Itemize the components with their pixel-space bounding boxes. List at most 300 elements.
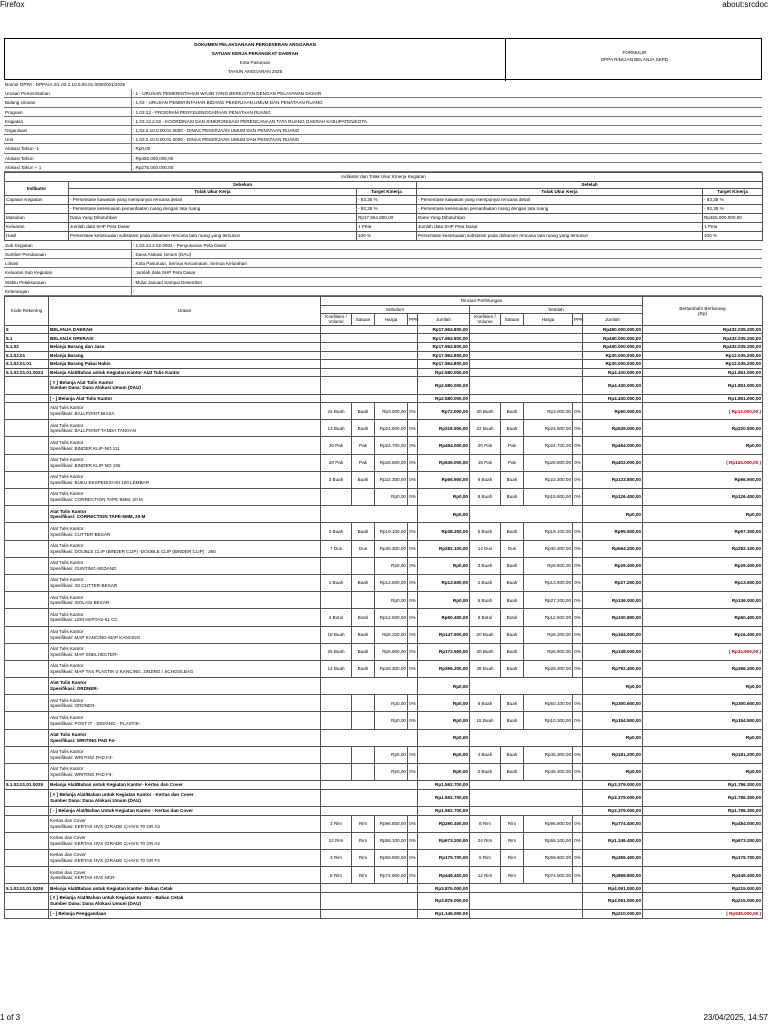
page-info: 1 of 3 bbox=[0, 1013, 21, 1022]
uraian-cell: Belanja Alat/Bahan untuk Kegiatan Kantor-Alat Tulis Kantor bbox=[49, 368, 321, 377]
satuan-cell: Rim bbox=[352, 815, 375, 832]
satuan-cell bbox=[352, 489, 375, 506]
uraian-line-1: Alat Tulis Kantor bbox=[50, 525, 84, 531]
uraian-line-2: Spesifikasi: MAP SNELHECTER- bbox=[50, 651, 119, 657]
koef-cell bbox=[321, 712, 352, 729]
empty-cell bbox=[470, 506, 583, 523]
uraian-cell: [ - ] Belanja Alat/Bahan Untuk Kegiatan Kantor - Kertas dan Cover bbox=[49, 807, 321, 816]
jumlah-setelah-cell: Rp792.400,00 bbox=[583, 660, 643, 677]
selisih-cell: ( Rp12.000,00 ) bbox=[643, 403, 763, 420]
table-row bbox=[5, 334, 763, 343]
tolak-col-1: Tolak Ukur Kerja bbox=[69, 188, 357, 195]
uraian-line-1: Alat Tulis Kantor bbox=[50, 560, 84, 566]
koef-cell bbox=[321, 746, 352, 763]
empty-cell bbox=[321, 351, 418, 360]
jumlah-sebelum-cell: Rp0,00 bbox=[418, 764, 470, 781]
table-row bbox=[5, 892, 763, 909]
satuan-cell: Buah bbox=[501, 660, 524, 677]
ppn-cell: 0% bbox=[408, 592, 418, 609]
jumlah-setelah-cell: Rp0,00 bbox=[583, 678, 643, 695]
jumlah-sebelum-cell: Rp0,00 bbox=[418, 678, 470, 695]
selisih-cell: Rp13.600,00 bbox=[643, 574, 763, 591]
satuan-cell: Dus bbox=[501, 540, 524, 557]
ppn-cell: 0% bbox=[408, 403, 418, 420]
nomor-dppa: Nomor DPPA : DPPA/A.2/1.03.2.10.0.00.01.0000/001/2025 bbox=[5, 82, 126, 87]
jumlah-setelah-cell: Rp359.400,00 bbox=[583, 849, 643, 866]
kode-cell bbox=[5, 867, 49, 884]
kode-cell bbox=[5, 540, 49, 557]
satuan-cell: Buah bbox=[352, 471, 375, 488]
jumlah-setelah-cell: Rp4.430.000,00 bbox=[583, 368, 643, 377]
koef-cell: 5 Buah bbox=[470, 523, 501, 540]
empty-cell bbox=[470, 781, 583, 790]
satuan-cell: Rim bbox=[501, 832, 524, 849]
info-value: : Dana Alokasi Umum (DAU) bbox=[133, 252, 192, 258]
koef-cell: 6 Rim bbox=[470, 849, 501, 866]
selisih-cell: Rp126.400,00 bbox=[643, 489, 763, 506]
uraian-line-1: [ # ] Belanja Alat Tulis Kantor bbox=[50, 379, 114, 385]
koef-cell: 20 Buah bbox=[470, 643, 501, 660]
harga-cell: Rp45.300,00 bbox=[524, 746, 573, 763]
harga-col-1: Harga bbox=[375, 314, 408, 326]
table-row bbox=[5, 394, 763, 403]
table-row bbox=[5, 849, 763, 866]
satuan-cell: Pak bbox=[352, 437, 375, 454]
jumlah-setelah-cell: Rp450.000.000,00 bbox=[583, 325, 643, 334]
uraian-line-1: Alat Tulis Kantor bbox=[50, 732, 87, 738]
uraian-cell: [ - ] Belanja Penggandaan bbox=[49, 910, 321, 919]
harga-cell: Rp0,00 bbox=[375, 489, 408, 506]
harga-cell: Rp59.900,00 bbox=[524, 849, 573, 866]
jumlah-sebelum-cell: Rp449.400,00 bbox=[418, 867, 470, 884]
kode-cell bbox=[5, 377, 49, 394]
ppn-cell: 0% bbox=[573, 523, 583, 540]
info-row bbox=[4, 287, 762, 296]
jumlah-sebelum-cell: Rp1.146.000,00 bbox=[418, 910, 470, 919]
empty-cell bbox=[470, 884, 583, 893]
browser-header bbox=[0, 0, 768, 14]
uraian-line-1: Alat Tulis Kantor bbox=[50, 594, 84, 600]
empty-cell bbox=[321, 377, 418, 394]
empty-cell bbox=[321, 394, 418, 403]
table-row bbox=[5, 574, 763, 591]
selisih-cell: Rp432.035.200,00 bbox=[643, 334, 763, 343]
satuan-cell: Buah bbox=[352, 523, 375, 540]
ppn-cell: 0% bbox=[573, 574, 583, 591]
selisih-cell: Rp1.786.300,00 bbox=[643, 781, 763, 790]
jumlah-sebelum-cell: Rp3.876.000,00 bbox=[418, 892, 470, 909]
ppn-cell: 0% bbox=[408, 609, 418, 626]
satuan-cell: Rim bbox=[501, 867, 524, 884]
info-row bbox=[4, 268, 762, 277]
uraian-line-2: Spesifikasi: ORDNER- bbox=[50, 686, 99, 692]
koef-cell: 20 Pak bbox=[321, 437, 352, 454]
empty-cell bbox=[321, 368, 418, 377]
satuan-cell: Pak bbox=[501, 437, 524, 454]
info-value: : 1.03.2.10.0.00.01.0000 - DINAS PEKERJAAN UMUM DAN PENATAAN RUANG bbox=[133, 127, 300, 133]
rincian-table bbox=[4, 296, 763, 919]
harga-cell: Rp9.800,00 bbox=[524, 557, 573, 574]
satuan-col-1: Satuan bbox=[352, 314, 375, 326]
kode-cell bbox=[5, 832, 49, 849]
ppn-cell: 0% bbox=[408, 540, 418, 557]
koef-col-1: Koefisien / Volume bbox=[321, 314, 352, 326]
indicator-cell-name: Keluaran bbox=[5, 222, 69, 231]
info-key: Bidang Urusan bbox=[5, 100, 36, 106]
selisih-cell: ( Rp936.000,00 ) bbox=[643, 910, 763, 919]
satuan-cell: Buah bbox=[352, 626, 375, 643]
satuan-cell: Rim bbox=[501, 815, 524, 832]
uraian-line-2: Spesifikasi: KERTAS HVS (GRADE 1)-HVS 70 GR F4 bbox=[50, 858, 160, 864]
koef-cell: 3 Rim bbox=[321, 815, 352, 832]
kode-cell bbox=[5, 695, 49, 712]
satuan-cell bbox=[352, 557, 375, 574]
info-key: Urusan Pemerintahan bbox=[5, 91, 50, 97]
uraian-cell bbox=[49, 678, 321, 695]
kode-cell bbox=[5, 437, 49, 454]
info-divider bbox=[131, 287, 135, 295]
jumlah-setelah-cell: Rp0,00 bbox=[583, 729, 643, 746]
indicator-cell-g1: 1 Peta bbox=[357, 222, 417, 231]
koef-cell bbox=[321, 592, 352, 609]
jumlah-setelah-cell: Rp3.379.000,00 bbox=[583, 781, 643, 790]
ppn-cell: 0% bbox=[573, 626, 583, 643]
jumlah-setelah-cell: Rp450.000.000,00 bbox=[583, 342, 643, 351]
uraian-cell bbox=[49, 489, 321, 506]
table-row bbox=[5, 420, 763, 437]
selisih-cell: Rp66.900,00 bbox=[643, 471, 763, 488]
info-value: : Kota Pasuruan, Semua Kecamatan, Semua Kelurahan bbox=[133, 261, 247, 267]
info-block bbox=[4, 80, 762, 172]
satuan-cell: Buah bbox=[501, 643, 524, 660]
info-value: : 1.03.12.2.02.0004 - Penyusunan Peta Dasar bbox=[133, 242, 227, 248]
jumlah-setelah-cell: Rp300.600,00 bbox=[583, 695, 643, 712]
uraian-cell bbox=[49, 523, 321, 540]
info-row bbox=[4, 89, 762, 98]
info-key: Alokasi Tahun + 1 bbox=[5, 164, 42, 170]
koef-cell: 3 Buah bbox=[470, 557, 501, 574]
satuan-cell: Buah bbox=[501, 403, 524, 420]
info-divider bbox=[131, 154, 132, 162]
uraian-line-2: Spesifikasi: BINDER KLIP-NO 155 bbox=[50, 462, 121, 468]
uraian-cell: BELANJA OPERASI bbox=[49, 334, 321, 343]
jumlah-sebelum-cell: Rp396.200,00 bbox=[418, 660, 470, 677]
browser-footer bbox=[0, 1013, 768, 1024]
selisih-cell: Rp181.200,00 bbox=[643, 746, 763, 763]
jumlah-setelah-cell: Rp450.000.000,00 bbox=[583, 334, 643, 343]
kode-cell bbox=[5, 489, 49, 506]
ppn-cell: 0% bbox=[573, 592, 583, 609]
empty-cell bbox=[470, 334, 583, 343]
jumlah-sebelum-cell: Rp0,00 bbox=[418, 746, 470, 763]
kode-cell bbox=[5, 849, 49, 866]
selisih-cell: Rp50.400,00 bbox=[643, 609, 763, 626]
kode-cell bbox=[5, 523, 49, 540]
jumlah-sebelum-cell: Rp172.500,00 bbox=[418, 643, 470, 660]
uraian-cell bbox=[49, 626, 321, 643]
koef-cell: 8 Buah bbox=[470, 489, 501, 506]
satuan-cell: Buah bbox=[352, 660, 375, 677]
harga-cell: Rp12.600,00 bbox=[375, 609, 408, 626]
uraian-cell bbox=[49, 695, 321, 712]
indicator-cell-t1: Jumlah data SHP Peta Dasar bbox=[69, 222, 357, 231]
satuan-cell bbox=[352, 712, 375, 729]
kode-cell bbox=[5, 609, 49, 626]
info-row bbox=[4, 259, 762, 268]
jumlah-sebelum-cell: Rp673.200,00 bbox=[418, 832, 470, 849]
koef-cell: 2 Buah bbox=[470, 574, 501, 591]
koef-cell: 12 Rim bbox=[470, 867, 501, 884]
ppn-col-2: PPN bbox=[573, 314, 583, 326]
uraian-line-1: Kertas dan Cover bbox=[50, 817, 86, 823]
koef-cell: 6 Buah bbox=[470, 695, 501, 712]
uraian-line-2: Spesifikasi: DOUBLE CLIP (BINDER CLIP) -DOUBLE CLIP (BINDER CLIP) : 260 bbox=[50, 548, 216, 554]
uraian-line-1: Alat Tulis Kantor bbox=[50, 474, 84, 480]
harga-cell: Rp59.900,00 bbox=[375, 849, 408, 866]
jumlah-sebelum-cell: Rp72.000,00 bbox=[418, 403, 470, 420]
satuan-cell: Rim bbox=[352, 867, 375, 884]
kode-cell bbox=[5, 746, 49, 763]
kode-cell bbox=[5, 643, 49, 660]
harga-cell: Rp26.800,00 bbox=[524, 454, 573, 471]
harga-cell: Rp15.800,00 bbox=[524, 489, 573, 506]
table-row bbox=[5, 540, 763, 557]
jumlah-sebelum-cell: Rp0,00 bbox=[418, 506, 470, 523]
jumlah-setelah-cell: Rp4.091.000,00 bbox=[583, 892, 643, 909]
ppn-cell: 0% bbox=[573, 815, 583, 832]
indicator-cell-t2: Jumlah data SHP Peta Dasar bbox=[417, 222, 703, 231]
indicator-row bbox=[5, 213, 763, 222]
kode-cell bbox=[5, 592, 49, 609]
satuan-cell: Buah bbox=[501, 746, 524, 763]
info-key: Sumber Pendanaan bbox=[5, 252, 46, 258]
indicator-cell-g2: Rp450.000.000,00 bbox=[703, 213, 763, 222]
uraian-line-1: Alat Tulis Kantor bbox=[50, 542, 84, 548]
uraian-cell bbox=[49, 892, 321, 909]
kode-cell bbox=[5, 712, 49, 729]
indicator-cell-g1: - 92,35 % bbox=[357, 204, 417, 213]
table-row bbox=[5, 781, 763, 790]
uraian-cell bbox=[49, 660, 321, 677]
empty-cell bbox=[470, 368, 583, 377]
info-divider bbox=[131, 98, 132, 106]
table-row bbox=[5, 342, 763, 351]
harga-cell: Rp22.300,00 bbox=[375, 471, 408, 488]
uraian-line-2: Spesifikasi: BUKU EKSPEDISI-ISI 100 LEMBAR bbox=[50, 479, 150, 485]
harga-cell: Rp0,00 bbox=[375, 746, 408, 763]
indicator-cell-t2: - Persentase kesesuaian pemanfaatan ruang dengan tata ruang bbox=[417, 204, 703, 213]
uraian-cell bbox=[49, 454, 321, 471]
kode-cell bbox=[5, 660, 49, 677]
satuan-cell: Buah bbox=[501, 764, 524, 781]
selisih-cell: Rp154.500,00 bbox=[643, 712, 763, 729]
info-key: Kegiatan bbox=[5, 118, 24, 124]
uraian-cell bbox=[49, 867, 321, 884]
koef-cell: 14 Dus bbox=[470, 540, 501, 557]
koef-cell: 20 Buah bbox=[470, 403, 501, 420]
uraian-line-2: Spesifikasi: CORRECTION TAPE-5MM, 20 M bbox=[50, 497, 143, 503]
harga-cell: Rp28.300,00 bbox=[524, 660, 573, 677]
ppn-cell: 0% bbox=[573, 437, 583, 454]
koef-cell: 20 Pak bbox=[470, 437, 501, 454]
indicator-cell-g1: - 83,35 % bbox=[357, 195, 417, 204]
koef-cell: 28 Buah bbox=[470, 660, 501, 677]
form-name: DPPA RINCIAN BELANJA SKPD bbox=[600, 57, 669, 62]
ppn-cell: 0% bbox=[408, 489, 418, 506]
info-key: Alokasi Tahun bbox=[5, 155, 34, 161]
kode-cell bbox=[5, 729, 49, 746]
harga-cell: Rp12.600,00 bbox=[524, 609, 573, 626]
table-row bbox=[5, 660, 763, 677]
ppn-cell: 0% bbox=[573, 695, 583, 712]
indicator-row bbox=[5, 222, 763, 231]
jumlah-sebelum-cell: Rp66.900,00 bbox=[418, 471, 470, 488]
koef-cell bbox=[321, 764, 352, 781]
ppn-cell: 0% bbox=[408, 523, 418, 540]
uraian-cell bbox=[49, 377, 321, 394]
table-row bbox=[5, 471, 763, 488]
table-row bbox=[5, 884, 763, 893]
uraian-line-2: Sumber Dana: Dana Alokasi Umum (DAU) bbox=[50, 797, 141, 803]
satuan-cell: Buah bbox=[352, 643, 375, 660]
table-row bbox=[5, 489, 763, 506]
ppn-cell: 0% bbox=[408, 815, 418, 832]
koef-cell: 0 Buah bbox=[470, 764, 501, 781]
uraian-line-2: Spesifikasi: KERTAS HVS (GRADE 1)-HVS 70 GR A4 bbox=[50, 840, 160, 846]
jumlah-sebelum-cell: Rp494.000,00 bbox=[418, 437, 470, 454]
table-row bbox=[5, 832, 763, 849]
jumlah-setelah-cell: Rp3.379.000,00 bbox=[583, 789, 643, 806]
uraian-line-1: Alat Tulis Kantor bbox=[50, 663, 84, 669]
indicator-cell-name bbox=[5, 204, 69, 213]
info-divider bbox=[131, 144, 132, 152]
doc-title: DOKUMEN PELAKSANAAN PERGESERAN ANGGARAN bbox=[194, 42, 316, 47]
satuan-cell: Botol bbox=[352, 609, 375, 626]
jumlah-setelah-cell: Rp29.400,00 bbox=[583, 557, 643, 574]
rincian-col: Rincian Perhitungan bbox=[321, 297, 643, 306]
satuan-cell: Buah bbox=[501, 712, 524, 729]
target-col-1: Target Kinerja bbox=[357, 188, 417, 195]
koef-cell: 15 Pak bbox=[470, 454, 501, 471]
jumlah-setelah-cell: Rp0,00 bbox=[583, 506, 643, 523]
empty-cell bbox=[321, 342, 418, 351]
indicator-cell-name: Capaian Kegiatan bbox=[5, 195, 69, 204]
selisih-cell: Rp673.200,00 bbox=[643, 832, 763, 849]
jumlah-setelah-cell: Rp4.430.000,00 bbox=[583, 394, 643, 403]
empty-cell bbox=[470, 729, 583, 746]
harga-cell: Rp56.100,00 bbox=[524, 832, 573, 849]
harga-cell: Rp24.700,00 bbox=[524, 437, 573, 454]
selisih-cell: Rp282.100,00 bbox=[643, 540, 763, 557]
uraian-line-2: Spesifikasi: ISI CUTTER-BESAR bbox=[50, 583, 118, 589]
table-row bbox=[5, 377, 763, 394]
info-row bbox=[4, 241, 762, 250]
indicator-cell-t1: Persentase kesesuaian substansi pada dokumen rencana tata ruang yang tersusun bbox=[69, 231, 357, 240]
jumlah-sebelum-cell: Rp0,00 bbox=[418, 557, 470, 574]
koef-cell: 7 Dus bbox=[321, 540, 352, 557]
ppn-cell: 0% bbox=[408, 626, 418, 643]
selisih-cell: Rp396.200,00 bbox=[643, 660, 763, 677]
uraian-line-2: Spesifikasi: ISOLASI BESAR- bbox=[50, 600, 111, 606]
jumlah-setelah-cell: Rp539.000,00 bbox=[583, 420, 643, 437]
browser-url: about:srcdoc bbox=[722, 0, 768, 9]
info-divider bbox=[131, 259, 132, 267]
uraian-line-1: Alat Tulis Kantor bbox=[50, 405, 84, 411]
info-divider bbox=[131, 268, 132, 276]
table-row bbox=[5, 643, 763, 660]
uraian-cell: Belanja Barang bbox=[49, 351, 321, 360]
info-divider bbox=[131, 89, 132, 97]
info-row bbox=[4, 108, 762, 117]
info-value: : Rp450.000.000,00 bbox=[133, 155, 174, 161]
satuan-cell: Rim bbox=[352, 832, 375, 849]
uraian-line-2: Spesifikasi: WRITING PAD F4- bbox=[50, 754, 113, 760]
table-row bbox=[5, 867, 763, 884]
uraian-line-2: Spesifikasi: WRITING PAD F4- bbox=[50, 772, 113, 778]
uraian-cell bbox=[49, 574, 321, 591]
indicator-cell-g2: 100 % bbox=[703, 231, 763, 240]
jumlah-sebelum-cell: Rp0,00 bbox=[418, 695, 470, 712]
koef-col-2: Koefisien / Volume bbox=[470, 314, 501, 326]
ppn-col-1: PPN bbox=[408, 314, 418, 326]
satuan-cell: Buah bbox=[501, 592, 524, 609]
uraian-line-1: Alat Tulis Kantor bbox=[50, 680, 87, 686]
info-value: : 1 - URUSAN PEMERINTAHAN WAJIB YANG BERKAITAN DENGAN PELAYANAN DASAR bbox=[133, 91, 322, 97]
info-row bbox=[4, 163, 762, 172]
kode-cell: 5.1.02.01.01.0026 bbox=[5, 884, 49, 893]
selisih-cell: Rp220.500,00 bbox=[643, 420, 763, 437]
uraian-line-2: Sumber Dana: Dana Alokasi Umum (DAU) bbox=[50, 385, 141, 391]
koef-cell: 1 Buah bbox=[321, 574, 352, 591]
selisih-cell: Rp1.786.300,00 bbox=[643, 807, 763, 816]
uraian-line-1: Alat Tulis Kantor bbox=[50, 766, 84, 772]
table-row bbox=[5, 678, 763, 695]
kode-cell bbox=[5, 892, 49, 909]
empty-cell bbox=[470, 325, 583, 334]
koef-cell: 3 Rim bbox=[321, 849, 352, 866]
harga-cell: Rp0,00 bbox=[375, 712, 408, 729]
setelah-col: Setelah bbox=[417, 181, 763, 188]
uraian-cell: Belanja Alat/Bahan untuk Kegiatan Kantor- Kertas dan Cover bbox=[49, 781, 321, 790]
harga-cell: Rp96.800,00 bbox=[375, 815, 408, 832]
harga-cell: Rp0,00 bbox=[375, 695, 408, 712]
koef-cell: 4 Buah bbox=[470, 746, 501, 763]
uraian-cell: BELANJA DAERAH bbox=[49, 325, 321, 334]
table-row bbox=[5, 729, 763, 746]
uraian-cell bbox=[49, 609, 321, 626]
doc-year: TAHUN ANGGARAN 2025 bbox=[227, 69, 283, 74]
uraian-line-2: Sumber Dana: Dana Alokasi Umum (DAU) bbox=[50, 901, 141, 907]
ppn-cell: 0% bbox=[573, 849, 583, 866]
info-divider bbox=[131, 108, 132, 116]
ppn-cell: 0% bbox=[573, 712, 583, 729]
jumlah-setelah-cell: Rp402.000,00 bbox=[583, 454, 643, 471]
koef-cell: 25 Buah bbox=[321, 643, 352, 660]
indicator-cell-g2: - 92,35 % bbox=[703, 204, 763, 213]
uraian-line-1: Alat Tulis Kantor bbox=[50, 439, 84, 445]
indicator-cell-g1: Rp17.964.800,00 bbox=[357, 213, 417, 222]
uraian-line-2: Spesifikasi: KERTAS HVS (GRADE 1)-HVS 70 GR A3 bbox=[50, 823, 160, 829]
jumlah-sebelum-cell: Rp0,00 bbox=[418, 489, 470, 506]
info-divider bbox=[131, 241, 132, 249]
jumlah-sebelum-cell: Rp282.100,00 bbox=[418, 540, 470, 557]
ppn-cell: 0% bbox=[573, 609, 583, 626]
selisih-cell: Rp12.035.200,00 bbox=[643, 351, 763, 360]
jumlah-sebelum-cell: Rp38.200,00 bbox=[418, 523, 470, 540]
kode-cell bbox=[5, 574, 49, 591]
uraian-line-2: Spesifikasi: BALLPOINT-BIASA bbox=[50, 411, 115, 417]
harga-cell: Rp8.200,00 bbox=[524, 626, 573, 643]
